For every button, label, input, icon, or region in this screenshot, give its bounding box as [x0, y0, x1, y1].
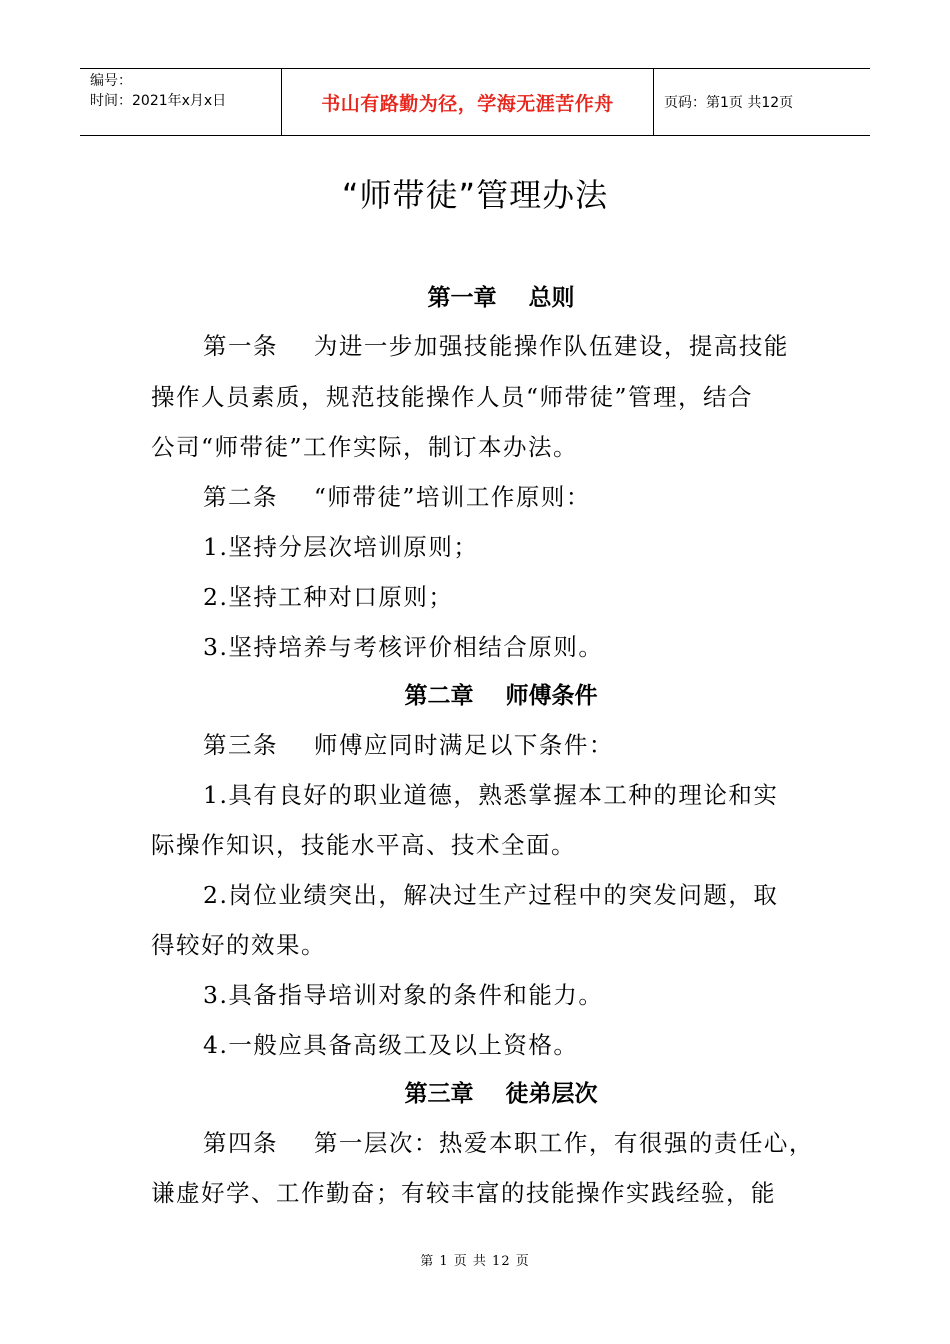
paragraph-line: 第二条 “师带徒”培训工作原则： [203, 483, 591, 511]
list-item: 2.坚持工种对口原则； [203, 583, 454, 611]
list-item: 1.具有良好的职业道德，熟悉掌握本工种的理论和实 [203, 781, 779, 809]
list-item: 2.岗位业绩突出，解决过生产过程中的突发问题，取 [203, 881, 779, 909]
document-title: “师带徒”管理办法 [341, 176, 609, 214]
paragraph-line: 得较好的效果。 [151, 931, 326, 959]
header-table [80, 68, 870, 136]
chapter-heading-1: 第一章 总则 [427, 285, 575, 311]
paragraph-line: 第一条 为进一步加强技能操作队伍建设，提高技能 [203, 332, 789, 360]
header-info-cell [80, 69, 281, 135]
list-item: 3.具备指导培训对象的条件和能力。 [203, 981, 604, 1009]
paragraph-line: 谦虚好学、工作勤奋；有较丰富的技能操作实践经验，能 [151, 1179, 776, 1207]
page-footer: 第 1 页 共 12 页 [420, 1254, 530, 1269]
paragraph-line: 公司“师带徒”工作实际，制订本办法。 [151, 433, 579, 461]
header-page-cell [654, 69, 870, 135]
list-item: 3.坚持培养与考核评价相结合原则。 [203, 633, 604, 661]
paragraph-line: 第四条 第一层次：热爱本职工作，有很强的责任心， [203, 1129, 814, 1157]
header-motto: 书山有路勤为径，学海无涯苦作舟 [321, 92, 614, 115]
list-item: 4.一般应具备高级工及以上资格。 [203, 1031, 579, 1059]
document-number-label: 编号： [90, 73, 132, 89]
document-time-label: 时间：2021年x月x日 [90, 93, 227, 109]
paragraph-line: 操作人员素质，规范技能操作人员“师带徒”管理，结合 [151, 383, 754, 411]
chapter-heading-2: 第二章 师傅条件 [404, 683, 598, 709]
paragraph-line: 第三条 师傅应同时满足以下条件： [203, 731, 614, 759]
paragraph-line: 际操作知识，技能水平高、技术全面。 [151, 831, 576, 859]
chapter-heading-3: 第三章 徒弟层次 [404, 1081, 598, 1107]
list-item: 1.坚持分层次培训原则； [203, 533, 479, 561]
header-motto-cell [281, 69, 654, 135]
header-page-code: 页码：第1页 共12页 [664, 95, 794, 111]
